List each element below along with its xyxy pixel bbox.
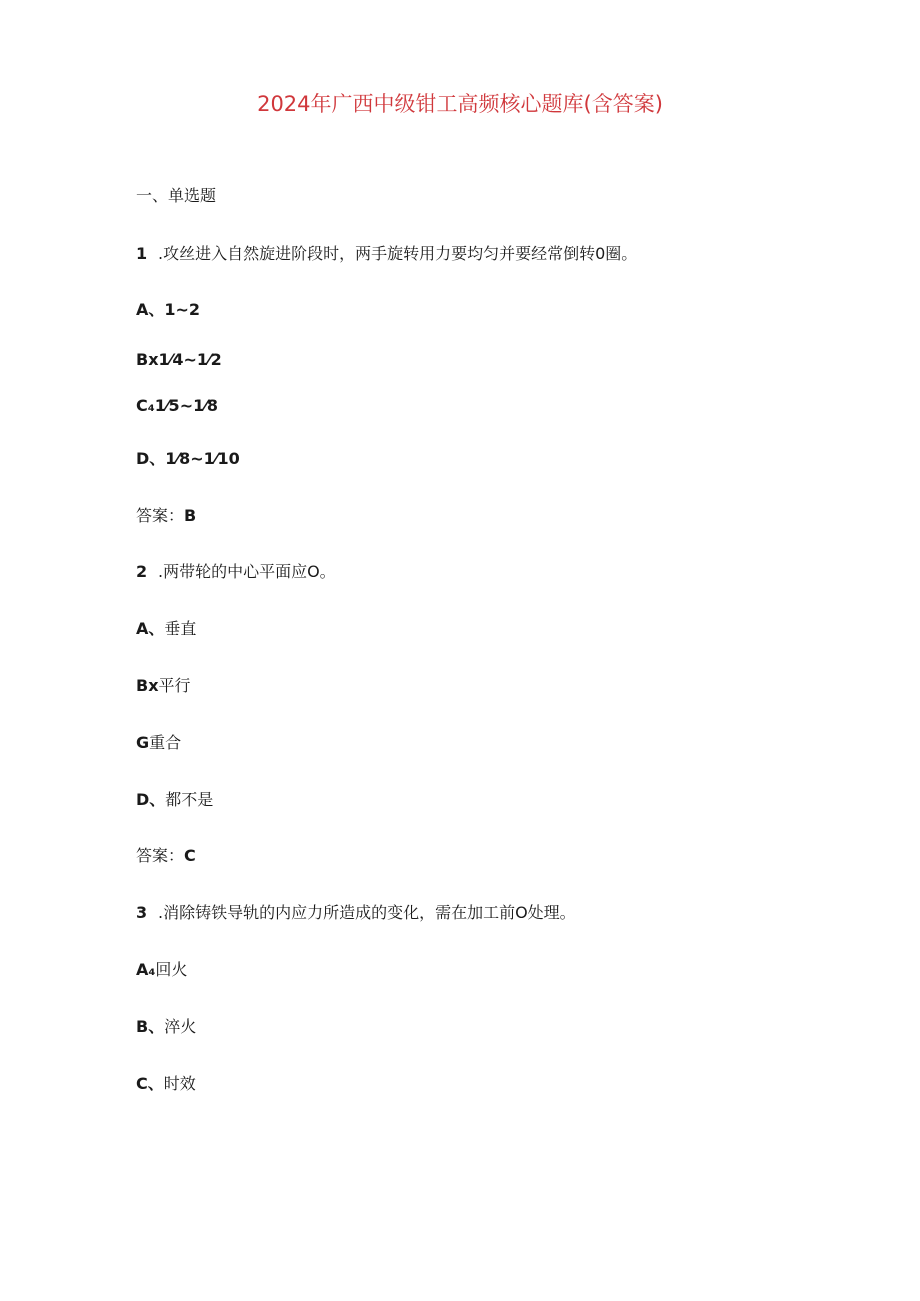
question-text: .消除铸铁导轨的内应力所造成的变化，需在加工前O处理。 <box>158 903 576 922</box>
option-label: G <box>136 733 150 752</box>
option-d <box>136 449 240 469</box>
option-text: 时效 <box>163 1074 196 1093</box>
option-text: 1⁄5~1⁄8 <box>154 396 219 415</box>
option-a <box>136 300 200 320</box>
question-number: 2 <box>136 562 148 581</box>
document-title: 2024年广西中级钳工高频核心题库(含答案) <box>257 92 663 116</box>
question-1 <box>136 244 637 264</box>
option-text: 重合 <box>149 733 182 752</box>
answer-1 <box>136 506 196 526</box>
option-b <box>136 676 191 696</box>
question-2 <box>136 562 336 582</box>
option-text: 都不是 <box>165 790 214 809</box>
section-heading: 一、单选题 <box>136 186 217 205</box>
question-text: .攻丝进入自然旋进阶段时，两手旋转用力要均匀并要经常倒转0圈。 <box>158 244 638 263</box>
option-text: 回火 <box>155 960 188 979</box>
answer-2 <box>136 846 196 866</box>
answer-value: C <box>184 846 196 865</box>
option-label: D、 <box>136 449 166 468</box>
option-a <box>136 619 196 639</box>
option-label: A₄ <box>136 960 156 979</box>
option-label: A、 <box>136 619 165 638</box>
option-label: A、 <box>136 300 165 319</box>
option-label: B、 <box>136 1017 165 1036</box>
option-label: D、 <box>136 790 166 809</box>
question-text: .两带轮的中心平面应O。 <box>158 562 336 581</box>
option-text: 1⁄4~1⁄2 <box>158 350 222 369</box>
option-b <box>136 1017 196 1037</box>
option-label: Bx <box>136 350 159 369</box>
answer-label: 答案： <box>136 506 185 525</box>
option-d <box>136 790 213 810</box>
option-b <box>136 350 222 370</box>
option-c <box>136 1074 196 1094</box>
question-number: 1 <box>136 244 148 263</box>
option-text: 垂直 <box>164 619 197 638</box>
option-text: 1⁄8~1⁄10 <box>165 449 240 468</box>
answer-label: 答案： <box>136 846 185 865</box>
option-c <box>136 396 218 416</box>
option-label: C、 <box>136 1074 164 1093</box>
option-text: 1~2 <box>164 300 201 319</box>
option-label: Bx <box>136 676 159 695</box>
option-text: 淬火 <box>164 1017 197 1036</box>
answer-value: B <box>184 506 197 525</box>
question-number: 3 <box>136 903 148 922</box>
question-3 <box>136 903 576 923</box>
option-a <box>136 960 187 980</box>
option-text: 平行 <box>158 676 191 695</box>
option-c <box>136 733 181 753</box>
option-label: C₄ <box>136 396 155 415</box>
